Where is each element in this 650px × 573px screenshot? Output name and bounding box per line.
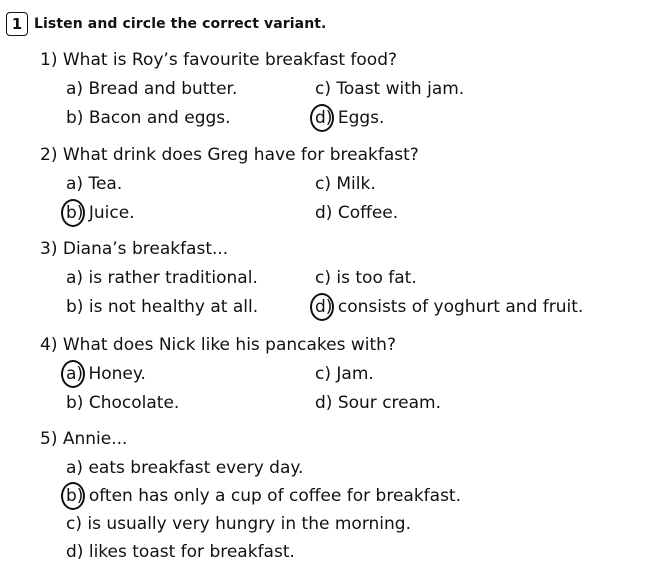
option-text: Sour cream. [337, 393, 442, 413]
question-4-option-d[interactable] [315, 393, 441, 413]
question-2-option-c[interactable] [315, 174, 376, 194]
option-text: Honey. [88, 364, 146, 384]
question-5-option-b[interactable] [66, 486, 461, 506]
option-text: Bacon and eggs. [88, 108, 231, 128]
circled-option-letter: a) [66, 364, 84, 384]
option-letter: a) [66, 79, 84, 99]
question-text: What does Nick like his pancakes with? [62, 335, 396, 355]
option-text: is rather traditional. [88, 268, 258, 288]
option-text: Eggs. [337, 108, 385, 128]
option-letter: b) [66, 108, 84, 128]
option-text: Toast with jam. [336, 79, 465, 99]
question-3-option-a[interactable] [66, 268, 258, 288]
question-5-option-c[interactable] [66, 514, 411, 534]
option-letter: a) [66, 458, 84, 478]
question-text: Annie... [62, 429, 128, 449]
option-text: Milk. [336, 174, 376, 194]
option-text: Tea. [88, 174, 123, 194]
option-text: Bread and butter. [88, 79, 238, 99]
question-3 [40, 239, 228, 259]
question-4-option-c[interactable] [315, 364, 374, 384]
question-2-option-b[interactable] [66, 203, 135, 223]
option-letter: d) [66, 542, 84, 562]
task-instruction: Listen and circle the correct variant. [34, 16, 327, 32]
option-text: is too fat. [336, 268, 417, 288]
question-1 [40, 50, 397, 70]
question-5-option-d[interactable] [66, 542, 295, 562]
option-letter: d) [315, 203, 333, 223]
option-text: is usually very hungry in the morning. [87, 514, 411, 534]
option-letter: a) [66, 268, 84, 288]
question-number: 2) [40, 145, 58, 165]
option-text: is not healthy at all. [88, 297, 259, 317]
option-letter: a) [66, 174, 84, 194]
option-letter: c) [315, 268, 331, 288]
question-2-option-a[interactable] [66, 174, 122, 194]
question-1-option-d[interactable] [315, 108, 384, 128]
question-3-option-d[interactable] [315, 297, 583, 317]
question-5-option-a[interactable] [66, 458, 303, 478]
question-4-option-a[interactable] [66, 364, 146, 384]
question-4 [40, 335, 396, 355]
question-text: What drink does Greg have for breakfast? [62, 145, 419, 165]
task-number-badge: 1 [6, 12, 28, 36]
question-number: 1) [40, 50, 58, 70]
option-letter: c) [315, 364, 331, 384]
question-text: What is Roy’s favourite breakfast food? [62, 50, 398, 70]
circled-option-letter: b) [66, 486, 84, 506]
option-letter: c) [66, 514, 82, 534]
option-letter: d) [315, 393, 333, 413]
option-text: likes toast for breakfast. [88, 542, 295, 562]
option-text: eats breakfast every day. [88, 458, 304, 478]
option-text: Chocolate. [88, 393, 180, 413]
question-4-option-b[interactable] [66, 393, 179, 413]
task-header [6, 12, 326, 36]
option-text: Juice. [88, 203, 135, 223]
question-number: 3) [40, 239, 58, 259]
option-letter: c) [315, 174, 331, 194]
question-5 [40, 429, 127, 449]
question-2-option-d[interactable] [315, 203, 398, 223]
question-3-option-b[interactable] [66, 297, 258, 317]
option-letter: c) [315, 79, 331, 99]
question-1-option-a[interactable] [66, 79, 237, 99]
option-text: consists of yoghurt and fruit. [337, 297, 584, 317]
option-letter: b) [66, 393, 84, 413]
question-number: 4) [40, 335, 58, 355]
option-text: Coffee. [337, 203, 399, 223]
option-letter: b) [66, 297, 84, 317]
circled-option-letter: d) [315, 108, 333, 128]
question-2 [40, 145, 419, 165]
question-1-option-c[interactable] [315, 79, 464, 99]
circled-option-letter: b) [66, 203, 84, 223]
option-text: often has only a cup of coffee for breakfast. [88, 486, 461, 506]
circled-option-letter: d) [315, 297, 333, 317]
question-text: Diana’s breakfast... [62, 239, 229, 259]
question-1-option-b[interactable] [66, 108, 231, 128]
option-text: Jam. [336, 364, 374, 384]
question-3-option-c[interactable] [315, 268, 417, 288]
question-number: 5) [40, 429, 58, 449]
